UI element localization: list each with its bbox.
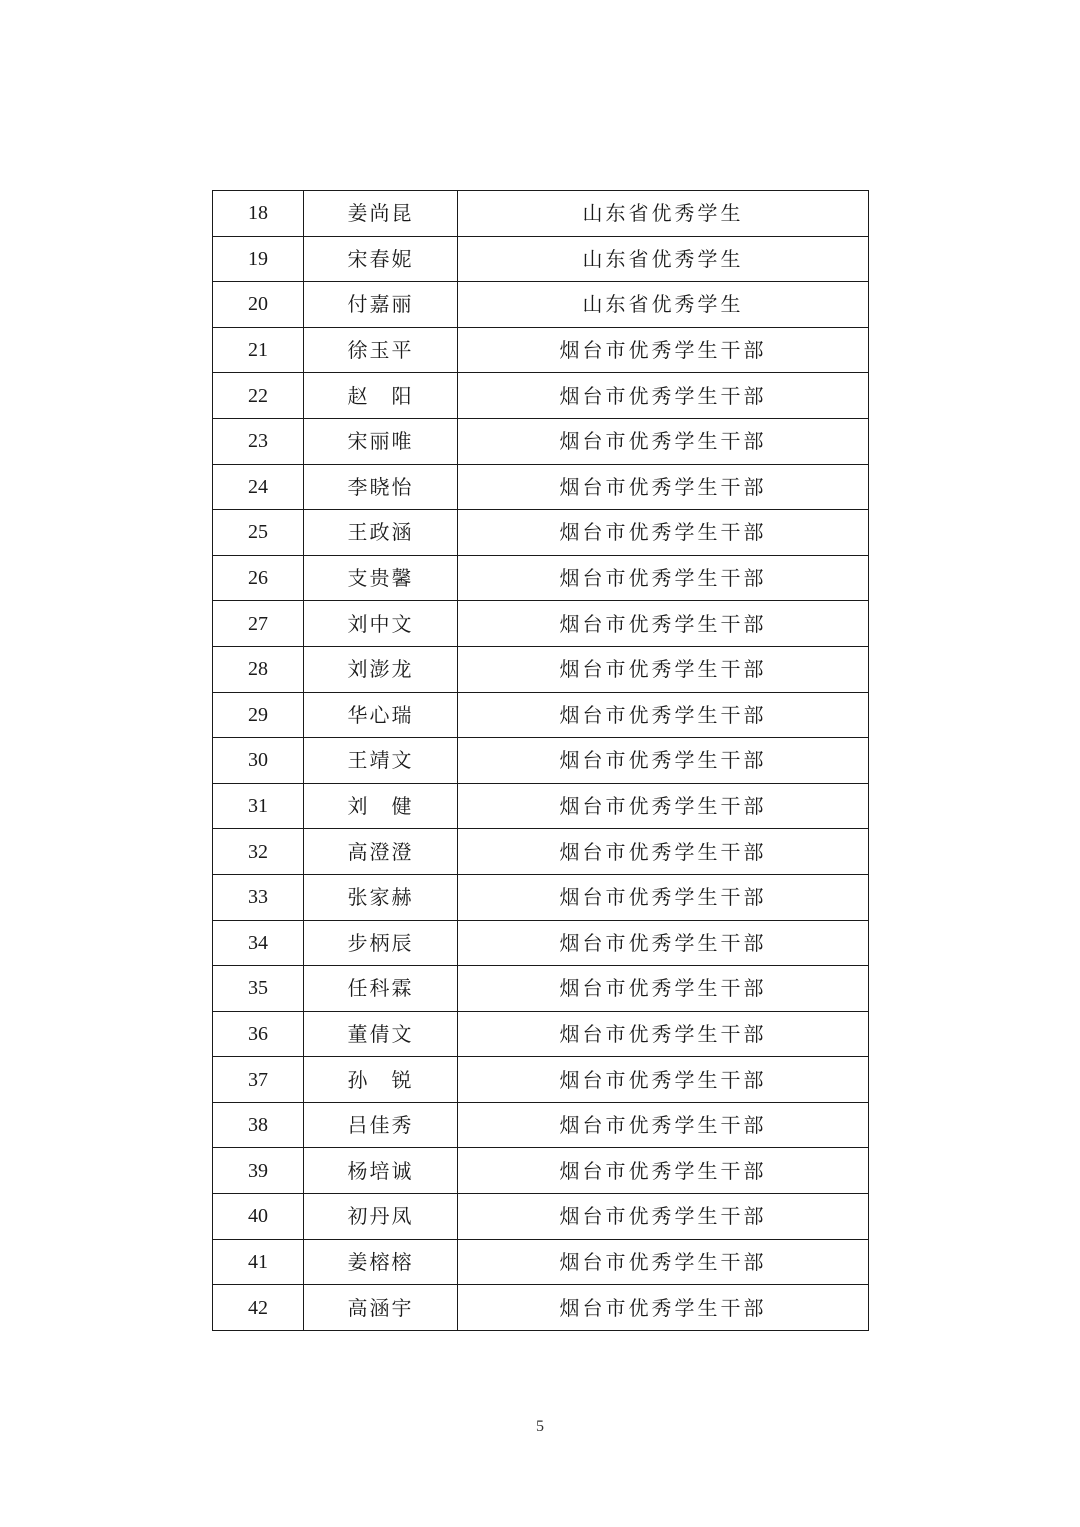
table-row — [213, 191, 869, 237]
student-name-cell: 王政涵 — [304, 510, 458, 556]
award-title-cell: 烟台市优秀学生干部 — [458, 1194, 869, 1240]
award-title-cell: 烟台市优秀学生干部 — [458, 1057, 869, 1103]
student-name-cell: 刘 健 — [304, 783, 458, 829]
award-title-cell: 烟台市优秀学生干部 — [458, 1011, 869, 1057]
award-title-cell: 烟台市优秀学生干部 — [458, 646, 869, 692]
table-row — [213, 692, 869, 738]
page-number: 5 — [536, 1418, 544, 1435]
award-title-cell: 烟台市优秀学生干部 — [458, 1148, 869, 1194]
student-name-cell: 姜尚昆 — [304, 191, 458, 237]
student-name-cell: 孙 锐 — [304, 1057, 458, 1103]
table-row — [213, 1148, 869, 1194]
award-title-cell: 山东省优秀学生 — [458, 191, 869, 237]
row-number-cell: 32 — [213, 829, 304, 875]
award-title-cell: 烟台市优秀学生干部 — [458, 327, 869, 373]
row-number-cell: 29 — [213, 692, 304, 738]
row-number-cell: 36 — [213, 1011, 304, 1057]
student-name-cell: 徐玉平 — [304, 327, 458, 373]
row-number-cell: 34 — [213, 920, 304, 966]
table-row — [213, 874, 869, 920]
award-title-cell: 烟台市优秀学生干部 — [458, 418, 869, 464]
table-row — [213, 1102, 869, 1148]
award-title-cell: 烟台市优秀学生干部 — [458, 692, 869, 738]
student-name-cell: 宋春妮 — [304, 236, 458, 282]
row-number-cell: 35 — [213, 966, 304, 1012]
row-number-cell: 37 — [213, 1057, 304, 1103]
table-row — [213, 646, 869, 692]
table-row — [213, 418, 869, 464]
student-name-cell: 宋丽唯 — [304, 418, 458, 464]
row-number-cell: 23 — [213, 418, 304, 464]
award-title-cell: 烟台市优秀学生干部 — [458, 601, 869, 647]
student-name-cell: 王靖文 — [304, 738, 458, 784]
row-number-cell: 30 — [213, 738, 304, 784]
table-row — [213, 236, 869, 282]
row-number-cell: 28 — [213, 646, 304, 692]
table-row — [213, 783, 869, 829]
table-row — [213, 601, 869, 647]
row-number-cell: 25 — [213, 510, 304, 556]
student-name-cell: 张家赫 — [304, 874, 458, 920]
student-name-cell: 吕佳秀 — [304, 1102, 458, 1148]
award-title-cell: 山东省优秀学生 — [458, 236, 869, 282]
table-row — [213, 1285, 869, 1331]
row-number-cell: 41 — [213, 1239, 304, 1285]
award-title-cell: 烟台市优秀学生干部 — [458, 829, 869, 875]
award-title-cell: 烟台市优秀学生干部 — [458, 555, 869, 601]
table-row — [213, 738, 869, 784]
student-name-cell: 姜榕榕 — [304, 1239, 458, 1285]
row-number-cell: 21 — [213, 327, 304, 373]
row-number-cell: 18 — [213, 191, 304, 237]
award-title-cell: 烟台市优秀学生干部 — [458, 738, 869, 784]
student-name-cell: 支贵馨 — [304, 555, 458, 601]
table-row — [213, 920, 869, 966]
award-title-cell: 烟台市优秀学生干部 — [458, 920, 869, 966]
table-row — [213, 282, 869, 328]
award-list-table — [212, 190, 869, 1331]
student-name-cell: 刘中文 — [304, 601, 458, 647]
student-name-cell: 华心瑞 — [304, 692, 458, 738]
row-number-cell: 38 — [213, 1102, 304, 1148]
table-row — [213, 464, 869, 510]
student-name-cell: 步柄辰 — [304, 920, 458, 966]
table-row — [213, 1194, 869, 1240]
student-name-cell: 杨培诚 — [304, 1148, 458, 1194]
award-title-cell: 烟台市优秀学生干部 — [458, 783, 869, 829]
student-name-cell: 董倩文 — [304, 1011, 458, 1057]
row-number-cell: 27 — [213, 601, 304, 647]
row-number-cell: 19 — [213, 236, 304, 282]
row-number-cell: 42 — [213, 1285, 304, 1331]
award-title-cell: 山东省优秀学生 — [458, 282, 869, 328]
student-name-cell: 刘澎龙 — [304, 646, 458, 692]
table-row — [213, 510, 869, 556]
student-name-cell: 高澄澄 — [304, 829, 458, 875]
award-title-cell: 烟台市优秀学生干部 — [458, 874, 869, 920]
student-name-cell: 高涵宇 — [304, 1285, 458, 1331]
row-number-cell: 20 — [213, 282, 304, 328]
table-row — [213, 1011, 869, 1057]
row-number-cell: 26 — [213, 555, 304, 601]
row-number-cell: 40 — [213, 1194, 304, 1240]
award-list-body — [213, 191, 869, 1331]
award-title-cell: 烟台市优秀学生干部 — [458, 1239, 869, 1285]
student-name-cell: 赵 阳 — [304, 373, 458, 419]
award-title-cell: 烟台市优秀学生干部 — [458, 510, 869, 556]
student-name-cell: 付嘉丽 — [304, 282, 458, 328]
table-row — [213, 1057, 869, 1103]
table-row — [213, 327, 869, 373]
row-number-cell: 39 — [213, 1148, 304, 1194]
award-title-cell: 烟台市优秀学生干部 — [458, 966, 869, 1012]
student-name-cell: 初丹凤 — [304, 1194, 458, 1240]
award-title-cell: 烟台市优秀学生干部 — [458, 373, 869, 419]
row-number-cell: 33 — [213, 874, 304, 920]
table-row — [213, 555, 869, 601]
row-number-cell: 22 — [213, 373, 304, 419]
table-row — [213, 829, 869, 875]
table-row — [213, 966, 869, 1012]
award-title-cell: 烟台市优秀学生干部 — [458, 1102, 869, 1148]
row-number-cell: 31 — [213, 783, 304, 829]
student-name-cell: 任科霖 — [304, 966, 458, 1012]
award-title-cell: 烟台市优秀学生干部 — [458, 464, 869, 510]
award-title-cell: 烟台市优秀学生干部 — [458, 1285, 869, 1331]
table-row — [213, 1239, 869, 1285]
row-number-cell: 24 — [213, 464, 304, 510]
student-name-cell: 李晓怡 — [304, 464, 458, 510]
table-row — [213, 373, 869, 419]
